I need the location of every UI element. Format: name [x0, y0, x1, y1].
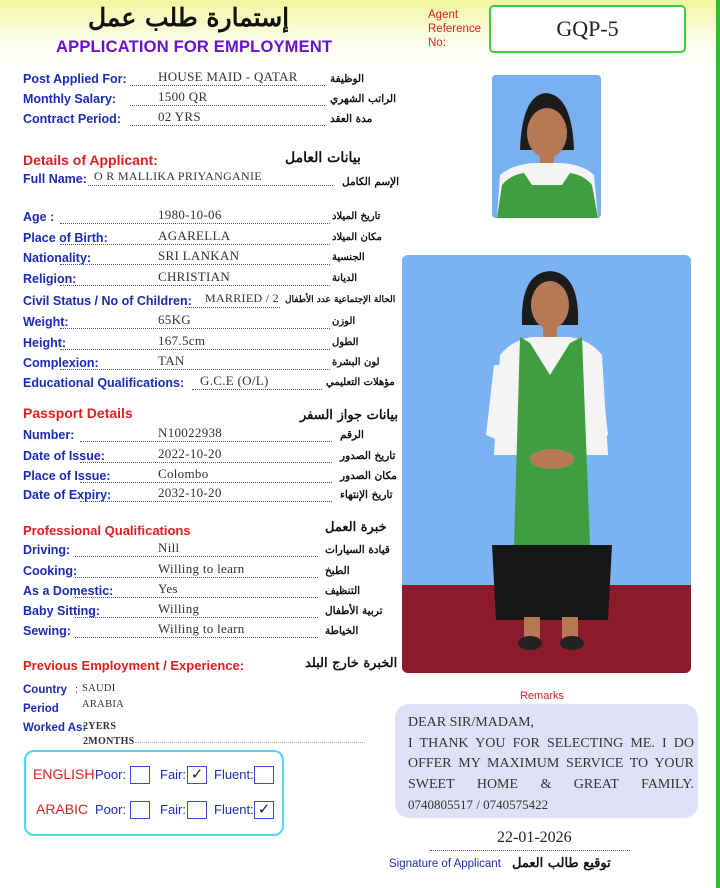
language-poor-checkbox-0[interactable]: [130, 766, 150, 784]
prof-label-3: Baby Sitting:: [23, 604, 101, 618]
worked-as-label: Worked As:: [23, 722, 87, 734]
agent-reference-number: GQP-5: [489, 5, 686, 53]
detail-value-1: AGARELLA: [158, 228, 231, 243]
language-poor-label-1: Poor:: [95, 802, 127, 817]
remarks-label: Remarks: [520, 690, 565, 702]
passport-label-1: Date of Issue:: [23, 449, 105, 463]
details-of-applicant-heading: Details of Applicant:: [23, 152, 158, 168]
language-fluent-checkbox-0[interactable]: [254, 766, 274, 784]
prof-value-2: Yes: [158, 581, 178, 596]
prof-label-0: Driving:: [23, 543, 71, 557]
passport-details-arabic: بيانات جواز السفر: [300, 408, 398, 423]
detail-label-5: Weight:: [23, 315, 69, 329]
remarks-text: DEAR SIR/MADAM, I THANK YOU FOR SELECTING ME. I DO OFFER MY MAXIMUM SERVICE TO YOUR SWEET HOME & GREAT FAMILY. 0740805517 / 0740575422: [408, 713, 694, 816]
detail-value-4: MARRIED / 2: [205, 291, 279, 305]
passport-value-1: 2022-10-20: [158, 446, 222, 461]
post-value-2: 02 YRS: [158, 109, 201, 124]
country-value-line1: SAUDI: [82, 683, 116, 694]
language-fair-checkbox-1[interactable]: [187, 801, 207, 819]
form-title: APPLICATION FOR EMPLOYMENT: [56, 38, 333, 56]
detail-arabic-5: الوزن: [332, 316, 356, 327]
post-value-0: HOUSE MAID - QATAR: [158, 69, 298, 84]
detail-label-0: Age :: [23, 210, 55, 224]
detail-value-6: 167.5cm: [158, 333, 206, 348]
detail-arabic-2: الجنسية: [332, 252, 365, 263]
professional-qualifications-heading: Professional Qualifications: [23, 523, 191, 538]
language-fluent-checkbox-1[interactable]: ✓: [254, 801, 274, 819]
passport-arabic-2: مكان الصدور: [340, 470, 397, 482]
detail-label-3: Religion:: [23, 272, 77, 286]
details-of-applicant-arabic: بيانات العامل: [285, 150, 361, 166]
remarks-phone: 0740805517 / 0740575422: [408, 797, 549, 812]
passport-label-2: Place of Issue:: [23, 469, 111, 483]
prof-value-1: Willing to learn: [158, 561, 245, 576]
detail-label-6: Height:: [23, 336, 67, 350]
post-label-0: Post Applied For:: [23, 72, 127, 86]
post-label-1: Monthly Salary:: [23, 92, 117, 106]
prof-value-4: Willing to learn: [158, 621, 245, 636]
signature-arabic: توقيع طالب العمل: [512, 856, 611, 871]
language-skills-box: [24, 750, 284, 836]
passport-value-2: Colombo: [158, 466, 209, 481]
applicant-full-body-photo: [402, 255, 691, 673]
language-poor-checkbox-1[interactable]: [130, 801, 150, 819]
prof-arabic-2: التنظيف: [325, 585, 361, 597]
previous-employment-arabic: الخبرة خارج البلد: [305, 656, 398, 671]
passport-label-3: Date of Expiry:: [23, 488, 112, 502]
prof-label-4: Sewing:: [23, 624, 71, 638]
passport-value-3: 2032-10-20: [158, 485, 222, 500]
passport-arabic-3: تاريخ الإنتهاء: [340, 489, 393, 501]
period-label: Period: [23, 703, 59, 715]
detail-arabic-7: لون البشرة: [332, 357, 380, 368]
prof-value-0: Nill: [158, 540, 180, 555]
post-value-1: 1500 QR: [158, 89, 208, 104]
application-form: إستمارة طلب عمل APPLICATION FOR EMPLOYMENT Agent Reference No: GQP-5 Post Applied For: HOUSE MAID - QATAR الوظيفة Monthly Salary: 1500 QR الراتب الشهري Contract Period: 02 YRS مدة العقد Details of Applicant: بيانات العامل Full Name: O R MALLIKA PRIYANGANIE الإسم الكامل Age : 1980-10-06 تاريخ الميلاد Place of Birth: AGARELLA مكان الميلاد Nationality: SRI LANKAN الجنسية Religion: CHRISTIAN الديانة Civil Status / No of Children: MARRIED / 2 الحالة الإجتماعية عدد الأطفال Weight: 65KG الوزن Height: 167.5cm الطول Complexion: TAN لون البشرة Educational Qualifications: G.C.E (O/L) مؤهلات التعليمي Passport Details بيانات جواز السفر Number: N10022938 الرقم Date of Issue: 2022-10-20 تاريخ الصدور Place of Issue: Colombo مكان الصدور Date of Expiry: 2032-10-20 تاريخ الإنتهاء Professional Qualifications خبرة العمل Driving: Nill قيادة السيارات Cooking: Willing to learn الطبخ As a Domestic: Yes التنظيف Baby Sitting: Willing تربية الأطفال Sewing: Willing to learn الخياطة Previous Employment / Experience: الخبرة خارج البلد Country : SAUDI ARABIA Period Worked As: 2YERS 2MONTHS ENGLISH Poor: Fair: ✓ Fluent: ARABIC Poor: Fair: Fluent: ✓ Remarks DEAR SIR/MADAM, I THANK YOU FOR SELECTING ME. I DO OFFER MY MAXIMUM SERVICE TO YOUR SWEET HOME & GREAT FAMILY. 0740805517 / 0740575422 22-01-2026 Signature of Applicant توقيع طالب العمل: [0, 0, 720, 888]
detail-arabic-8: مؤهلات التعليمي: [326, 377, 395, 388]
language-poor-label-0: Poor:: [95, 767, 127, 782]
detail-label-1: Place of Birth:: [23, 231, 108, 245]
detail-arabic-6: الطول: [332, 337, 359, 348]
signature-date: 22-01-2026: [497, 829, 572, 846]
post-arabic-1: الراتب الشهري: [330, 93, 397, 105]
prof-arabic-3: تربية الأطفال: [325, 605, 383, 617]
detail-arabic-0: تاريخ الميلاد: [332, 211, 381, 222]
prof-arabic-1: الطبخ: [325, 565, 350, 577]
language-name-0: ENGLISH: [33, 766, 95, 782]
arabic-title: إستمارة طلب عمل: [88, 3, 290, 32]
post-label-2: Contract Period:: [23, 112, 121, 126]
language-fair-label-1: Fair:: [160, 802, 186, 817]
full-name-arabic: الإسم الكامل: [342, 176, 400, 188]
passport-arabic-1: تاريخ الصدور: [340, 450, 396, 462]
passport-label-0: Number:: [23, 428, 75, 442]
prof-arabic-4: الخياطة: [325, 625, 359, 637]
signature-label: Signature of Applicant: [389, 858, 501, 870]
worked-as-value-line1: 2YERS: [83, 721, 117, 732]
full-name-label: Full Name:: [23, 172, 87, 186]
previous-employment-heading: Previous Employment / Experience:: [23, 658, 245, 673]
passport-details-heading: Passport Details: [23, 405, 133, 421]
detail-value-0: 1980-10-06: [158, 207, 222, 222]
country-label: Country: [23, 684, 68, 696]
language-fluent-label-1: Fluent:: [214, 802, 254, 817]
post-arabic-0: الوظيفة: [330, 73, 365, 85]
detail-value-5: 65KG: [158, 312, 191, 327]
language-fair-label-0: Fair:: [160, 767, 186, 782]
prof-label-1: Cooking:: [23, 564, 78, 578]
professional-qualifications-arabic: خبرة العمل: [325, 520, 387, 535]
post-arabic-2: مدة العقد: [330, 113, 373, 125]
detail-value-8: G.C.E (O/L): [200, 373, 269, 388]
detail-label-4: Civil Status / No of Children:: [23, 294, 192, 308]
detail-label-7: Complexion:: [23, 356, 99, 370]
agent-reference-label: Agent Reference No:: [428, 9, 482, 49]
detail-label-2: Nationality:: [23, 251, 92, 265]
prof-value-3: Willing: [158, 601, 200, 616]
country-value-line2: ARABIA: [82, 699, 125, 710]
language-fluent-label-0: Fluent:: [214, 767, 254, 782]
detail-value-2: SRI LANKAN: [158, 248, 240, 263]
language-name-1: ARABIC: [36, 801, 89, 817]
passport-value-0: N10022938: [158, 425, 223, 440]
applicant-portrait-photo: [492, 75, 601, 218]
prof-label-2: As a Domestic:: [23, 584, 114, 598]
prof-arabic-0: قيادة السيارات: [325, 544, 390, 556]
detail-arabic-3: الديانة: [332, 273, 358, 284]
detail-value-3: CHRISTIAN: [158, 269, 231, 284]
detail-arabic-1: مكان الميلاد: [332, 232, 382, 243]
detail-label-8: Educational Qualifications:: [23, 376, 185, 390]
detail-arabic-4: الحالة الإجتماعية عدد الأطفال: [285, 295, 396, 305]
passport-arabic-0: الرقم: [340, 429, 364, 441]
worked-as-value-line2: 2MONTHS: [83, 736, 135, 747]
full-name-value: O R MALLIKA PRIYANGANIE: [94, 169, 262, 183]
detail-value-7: TAN: [158, 353, 185, 368]
language-fair-checkbox-0[interactable]: ✓: [187, 766, 207, 784]
